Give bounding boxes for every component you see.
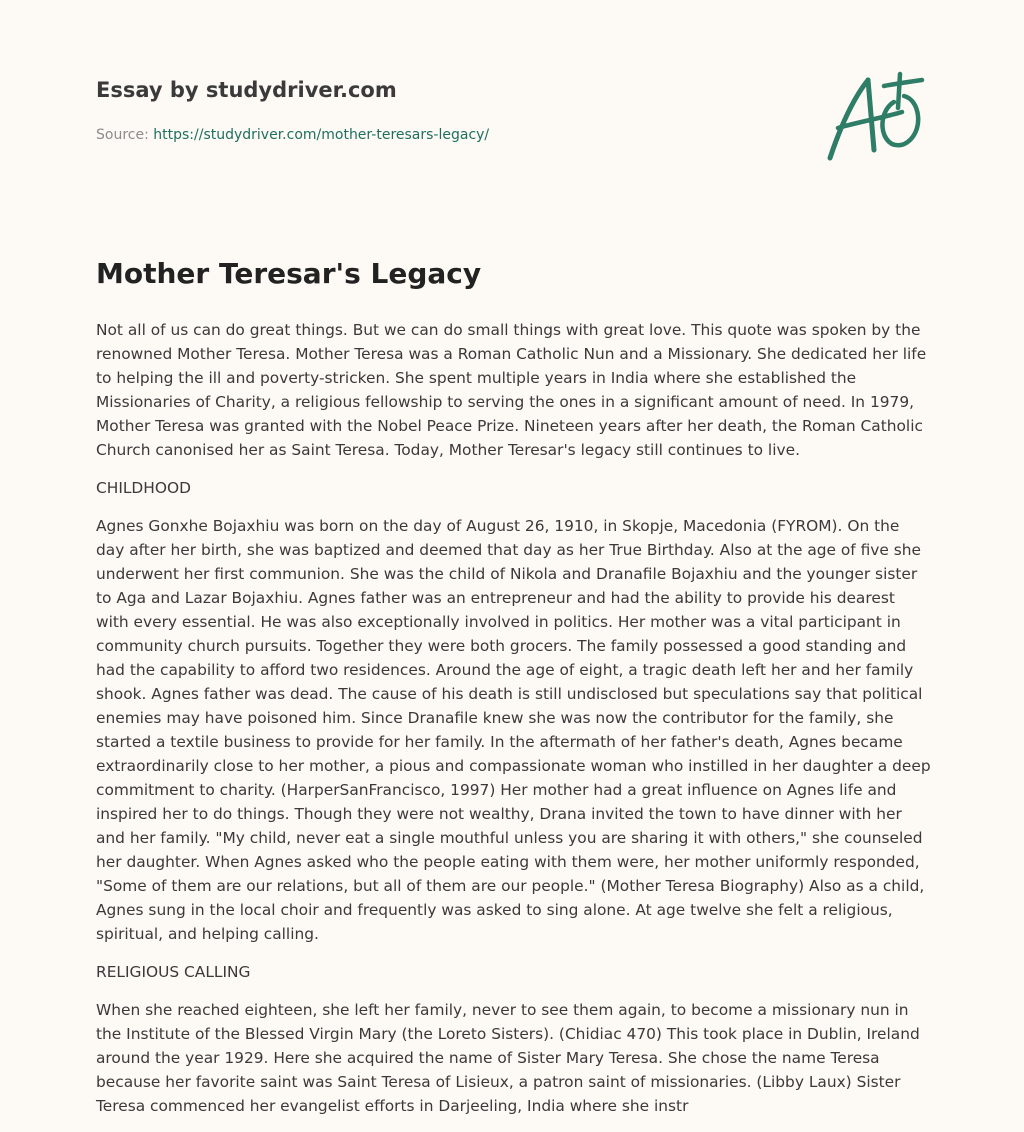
source-link[interactable]: https://studydriver.com/mother-teresars-legacy/: [153, 127, 490, 143]
section-heading-childhood: CHILDHOOD: [96, 479, 191, 497]
site-title: Essay by studydriver.com: [96, 78, 397, 102]
essay-title: Mother Teresar's Legacy: [96, 257, 482, 290]
section-heading-religious-calling: RELIGIOUS CALLING: [96, 963, 251, 981]
essay-content: [96, 250, 932, 1132]
paragraph-religious-calling: When she reached eighteen, she left her family, never to see them again, to become a missionary nun in the Institute of the Blessed Virgin Mary (the Loreto Sisters). (Chidiac 470) This took place in Dublin, Ireland around the year 1929. Here she acquired the name of Sister Mary Teresa. She chose the name Teresa because her favorite saint was Saint Teresa of Lisieux, a patron saint of missionaries. (Libby Laux) Sister Teresa commenced her evangelist efforts in Darjeeling, India where she instr: [96, 1001, 920, 1115]
source-label: Source:: [96, 127, 154, 143]
source-line: [96, 125, 796, 145]
paragraph-intro: Not all of us can do great things. But we can do small things with great love. This quote was spoken by the renowned Mother Teresa. Mother Teresa was a Roman Catholic Nun and a Missionary. She dedicated her life to helping the ill and poverty-stricken. She spent multiple years in India where she established the Missionaries of Charity, a religious fellowship to serving the ones in a significant amount of need. In 1979, Mother Teresa was granted with the Nobel Peace Prize. Nineteen years after her death, the Roman Catholic Church canonised her as Saint Teresa. Today, Mother Teresar's legacy still continues to live.: [96, 321, 927, 459]
paragraph-childhood: Agnes Gonxhe Bojaxhiu was born on the day of August 26, 1910, in Skopje, Macedonia (FYROM). On the day after her birth, she was baptized and deemed that day as her True Birthday. Also at the age of five she underwent her first communion. She was the child of Nikola and Dranafile Bojaxhiu and the younger sister to Aga and Lazar Bojaxhiu. Agnes father was an entrepreneur and had the ability to provide his dearest with every essential. He was also exceptionally involved in politics. Her mother was a vital participant in community church pursuits. Together they were both grocers. The family possessed a good standing and had the capability to afford two residences. Around the age of eight, a tragic death left her and her family shook. Agnes father was dead. The cause of his death is still undisclosed but speculations say that political enemies may have poisoned him. Since Dranafile knew she was now the contributor for the family, she started a textile business to provide for her family. In the aftermath of her father's death, Agnes became extraordinarily close to her mother, a pious and compassionate woman who instilled in her daughter a deep commitment to charity. (HarperSanFrancisco, 1997) Her mother had a great influence on Agnes life and inspired her to do things. Though they were not wealthy, Drana invited the town to have dinner with her and her family. "My child, never eat a single mouthful unless you are sharing it with others," she counseled her daughter. When Agnes asked who the people eating with them were, her mother uniformly responded, "Some of them are our relations, but all of them are our people." (Mother Teresa Biography) Also as a child, Agnes sung in the local choir and frequently was asked to sing alone. At age twelve she felt a religious, spiritual, and helping calling.: [96, 517, 931, 943]
page-header: [96, 76, 796, 145]
a-plus-grade-icon: [822, 66, 928, 166]
